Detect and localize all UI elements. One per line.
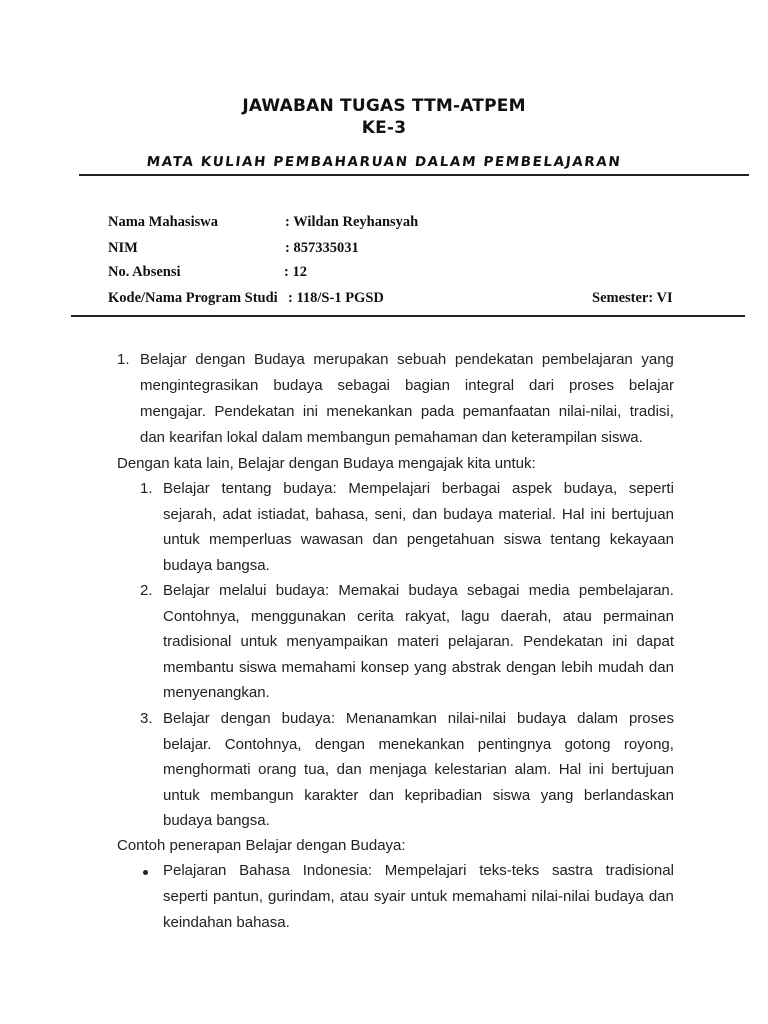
header-divider bbox=[79, 174, 749, 176]
text-line: untuk memperluas wawasan dan pengetahuan siswa tentang kekayaan bbox=[163, 531, 674, 548]
document-title-assignment-number: KE-3 bbox=[361, 118, 407, 138]
sub-list-item bbox=[163, 480, 674, 582]
sub-list-item bbox=[163, 582, 674, 710]
text-line: dan kearifan lokal dalam membangun pemahaman dan keterampilan siswa. bbox=[140, 429, 643, 446]
text-line: Belajar melalui budaya: Memakai budaya sebagai media pembelajaran. bbox=[163, 582, 674, 599]
intro-text: Dengan kata lain, Belajar dengan Budaya mengajak kita untuk: bbox=[117, 455, 536, 472]
text-line: Belajar dengan budaya: Menanamkan nilai-nilai budaya dalam proses bbox=[163, 710, 674, 727]
text-line: seperti pantun, gurindam, atau syair untuk memahami nilai-nilai budaya dan bbox=[163, 888, 674, 905]
text-line: mengintegrasikan budaya sebagai bagian integral dari proses belajar bbox=[140, 377, 674, 394]
list-marker: 3. bbox=[140, 710, 153, 727]
info-divider bbox=[71, 315, 745, 317]
student-name-label: Nama Mahasiswa bbox=[108, 214, 218, 230]
list-marker: 2. bbox=[140, 582, 153, 599]
sub-list-item bbox=[163, 710, 674, 838]
document-title: JAWABAN TUGAS TTM-ATPEM bbox=[242, 96, 526, 116]
course-subtitle: MATA KULIAH PEMBAHARUAN DALAM PEMBELAJARAN bbox=[145, 154, 623, 170]
bullet-dot-icon bbox=[143, 870, 148, 875]
text-line: sejarah, adat istiadat, bahasa, seni, dan budaya material. Hal ini bertujuan bbox=[163, 505, 674, 523]
text-line: Belajar dengan Budaya merupakan sebuah pendekatan pembelajaran yang bbox=[140, 351, 674, 368]
text-line: budaya bangsa. bbox=[163, 812, 270, 829]
list-marker: 1. bbox=[117, 351, 130, 368]
nim-label: NIM bbox=[108, 240, 138, 256]
absensi-label: No. Absensi bbox=[108, 264, 181, 280]
text-line: Belajar tentang budaya: Mempelajari berbagai aspek budaya, seperti bbox=[163, 480, 674, 497]
program-value: : 118/S-1 PGSD bbox=[288, 290, 384, 306]
student-name-value: : Wildan Reyhansyah bbox=[285, 214, 419, 230]
text-line: Contohnya, menggunakan cerita rakyat, lagu daerah, atau permainan bbox=[163, 607, 674, 625]
text-line: keindahan bahasa. bbox=[163, 914, 290, 931]
list-marker: 1. bbox=[140, 480, 153, 497]
bullet-list-item bbox=[163, 862, 674, 940]
program-label: Kode/Nama Program Studi bbox=[108, 290, 278, 306]
text-line: budaya bangsa. bbox=[163, 556, 270, 574]
text-line: tradisional untuk menyampaikan materi pelajaran. Pendekatan ini dapat bbox=[163, 633, 674, 650]
text-line: membantu siswa memahami konsep yang abstrak dengan lebih mudah dan bbox=[163, 658, 674, 676]
text-line: untuk membangun karakter dan kepribadian siswa yang berlandaskan bbox=[163, 786, 674, 804]
absensi-value: : 12 bbox=[284, 264, 307, 280]
semester-info: Semester: VI bbox=[592, 290, 673, 306]
numbered-paragraph bbox=[140, 351, 674, 455]
text-line: menghormati orang tua, dan menjaga kelestarian alam. Hal ini bertujuan bbox=[163, 761, 674, 778]
text-line: mengajar. Pendekatan ini menekankan pada pemanfaatan nilai-nilai, tradisi, bbox=[140, 403, 674, 420]
example-heading: Contoh penerapan Belajar dengan Budaya: bbox=[117, 837, 406, 854]
text-line: Pelajaran Bahasa Indonesia: Mempelajari teks-teks sastra tradisional bbox=[163, 862, 674, 879]
nim-value: : 857335031 bbox=[285, 240, 359, 256]
text-line: belajar. Contohnya, dengan menekankan pentingnya gotong royong, bbox=[163, 735, 674, 753]
text-line: menyenangkan. bbox=[163, 684, 270, 701]
